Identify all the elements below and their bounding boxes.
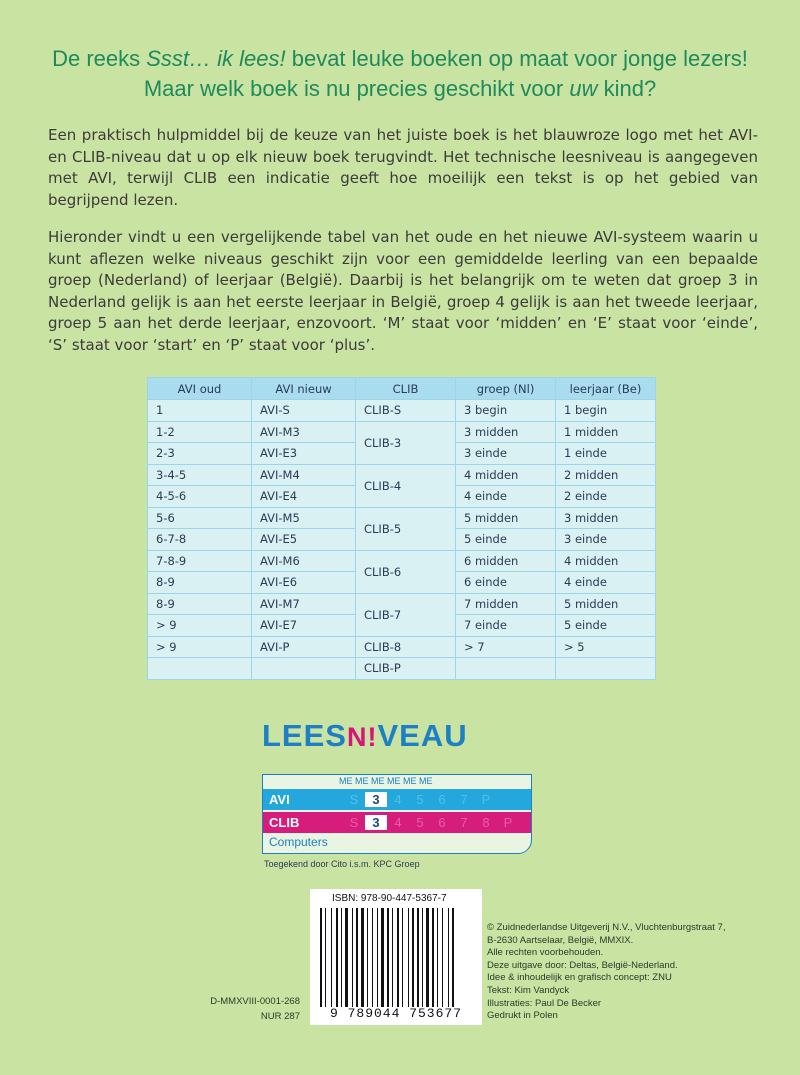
cell-avi-oud: 2-3	[148, 443, 252, 465]
barcode-stripe	[452, 908, 454, 1007]
avi-cell: P	[481, 792, 491, 807]
barcode-stripe	[325, 908, 326, 1007]
clib-cell: 6	[438, 815, 446, 830]
clib-level-bar	[263, 812, 531, 833]
cell-avi-nieuw: AVI-E6	[252, 572, 356, 594]
colofon-line: © Zuidnederlandse Uitgeverij N.V., Vluchtenburgstraat 7,	[487, 922, 726, 933]
table-row	[148, 658, 656, 680]
colofon-line: B-2630 Aartselaar, België, MMXIX.	[487, 934, 634, 946]
cell-leerjaar: 1 begin	[556, 400, 656, 422]
table-explanation-paragraph: Hieronder vindt u een vergelijkende tabel van het oude en het nieuwe AVI-systeem waarin u kunt aflezen welke niveaus geschikt zijn voor een gemiddelde leerling van een bepaalde groep (Nederland) of leerjaar (België). Daarbij is het belangrijk om te weten dat groep 3 in Nederland gelijk is aan het eerste leerjaar in België, groep 4 gelijk is aan het tweede leerjaar, groep 5 aan het derde leerjaar, enzovoort. ‘M’ staat voor ‘midden’ en ‘E’ staat voor ‘einde’, ‘S’ staat voor ‘start’ en ‘P’ staat voor ‘plus’.	[48, 228, 758, 354]
cell-avi-nieuw: AVI-E3	[252, 443, 356, 465]
cell-groep: > 7	[456, 636, 556, 658]
cell-leerjaar: 3 midden	[556, 507, 656, 529]
barcode-stripe	[359, 908, 360, 1007]
barcode-stripe	[424, 908, 425, 1007]
avi-cell: 4	[394, 792, 402, 807]
avi-level-bar	[263, 789, 531, 810]
colofon-line: Gedrukt in Polen	[487, 1010, 558, 1022]
cell-avi-nieuw: AVI-S	[252, 400, 356, 422]
cell-groep: 3 midden	[456, 421, 556, 443]
cell-groep: 5 einde	[456, 529, 556, 551]
cell-leerjaar: 4 midden	[556, 550, 656, 572]
cell-avi-nieuw: AVI-E5	[252, 529, 356, 551]
cell-groep: 3 begin	[456, 400, 556, 422]
barcode-stripe	[345, 908, 348, 1007]
leesniveau-logo-box	[262, 774, 532, 854]
cell-clib: CLIB-7	[356, 593, 456, 636]
barcode-stripe	[410, 908, 411, 1007]
barcode-stripe	[323, 908, 324, 1007]
barcode-stripe	[365, 908, 366, 1007]
cell-avi-oud: 6-7-8	[148, 529, 252, 551]
cell-avi-nieuw: AVI-E4	[252, 486, 356, 508]
barcode-stripe	[336, 908, 338, 1007]
barcode-stripe	[343, 908, 344, 1007]
table-row	[148, 593, 656, 615]
avi-label: AVI	[269, 792, 290, 807]
colofon-line: Idee & inhoudelijk en grafisch concept: ZNU	[487, 972, 672, 984]
cell-groep: 6 einde	[456, 572, 556, 594]
cell-avi-oud: 8-9	[148, 572, 252, 594]
header-groep: groep (Nl)	[456, 378, 556, 400]
barcode-stripe	[448, 908, 449, 1007]
clib-cell: 7	[460, 815, 468, 830]
barcode-stripe	[320, 908, 322, 1007]
cell-avi-oud: > 9	[148, 615, 252, 637]
barcode-stripe	[394, 908, 396, 1007]
cell-clib: CLIB-4	[356, 464, 456, 507]
me-row: ME ME ME ME ME ME	[339, 776, 433, 786]
cell-avi-nieuw: AVI-E7	[252, 615, 356, 637]
logo-title-lees: LEES	[262, 718, 347, 753]
cell-leerjaar	[556, 658, 656, 680]
barcode-stripe	[352, 908, 353, 1007]
barcode-stripe	[327, 908, 330, 1007]
barcode-stripe	[417, 908, 419, 1007]
cell-groep: 7 midden	[456, 593, 556, 615]
cell-avi-oud: 1	[148, 400, 252, 422]
intro-paragraph: Een praktisch hulpmiddel bij de keuze van het juiste boek is het blauwroze logo met het AVI- en CLIB-niveau dat u op elk nieuw boek terugvindt. Het technische leesniveau is aangegeven met AVI, terwijl CLIB een indicatie geeft hoe moeilijk een tekst is op het gebied van begrijpend lezen.	[48, 126, 758, 209]
barcode-stripe	[444, 908, 447, 1007]
table-row	[148, 507, 656, 529]
headline	[40, 44, 760, 104]
colofon-line: Deze uitgave door: Deltas, België-Nederland.	[487, 959, 678, 971]
logo-title-veau: VEAU	[377, 718, 468, 753]
cell-avi-oud: 3-4-5	[148, 464, 252, 486]
computers-label: Computers	[269, 835, 328, 849]
barcode-stripe	[415, 908, 416, 1007]
table-row	[148, 636, 656, 658]
barcode-stripe	[432, 908, 434, 1007]
cell-avi-oud: > 9	[148, 636, 252, 658]
barcode-stripe	[377, 908, 378, 1007]
barcode-stripe	[450, 908, 451, 1007]
barcode-stripe	[331, 908, 332, 1007]
cell-groep: 4 einde	[456, 486, 556, 508]
cell-avi-nieuw: AVI-M5	[252, 507, 356, 529]
cell-leerjaar: 2 midden	[556, 464, 656, 486]
colofon-line: Tekst: Kim Vandyck	[487, 984, 570, 996]
cell-groep: 3 einde	[456, 443, 556, 465]
cell-groep: 6 midden	[456, 550, 556, 572]
barcode-stripe	[420, 908, 421, 1007]
table-header-row	[148, 378, 656, 400]
avi-cell-selected: 3	[365, 792, 387, 807]
isbn-text: ISBN: 978-90-447-5367-7	[332, 893, 447, 904]
barcode-stripe	[435, 908, 436, 1007]
colofon-line: Alle rechten voorbehouden.	[487, 947, 604, 959]
barcode-stripe	[339, 908, 340, 1007]
d-code: D-MMXVIII-0001-268	[210, 996, 300, 1007]
cell-clib: CLIB-8	[356, 636, 456, 658]
cell-clib: CLIB-P	[356, 658, 456, 680]
barcode-stripe	[442, 908, 443, 1007]
cell-leerjaar: 1 einde	[556, 443, 656, 465]
cell-clib: CLIB-6	[356, 550, 456, 593]
barcode-stripe	[390, 908, 391, 1007]
cell-avi-oud: 7-8-9	[148, 550, 252, 572]
barcode-stripe	[381, 908, 384, 1007]
cell-leerjaar: 4 einde	[556, 572, 656, 594]
barcode-stripe	[392, 908, 393, 1007]
table-row	[148, 550, 656, 572]
avi-cell: 6	[438, 792, 446, 807]
cell-groep	[456, 658, 556, 680]
clib-cell: 5	[416, 815, 424, 830]
cell-avi-nieuw: AVI-M7	[252, 593, 356, 615]
barcode-stripe	[397, 908, 399, 1007]
barcode-stripe	[372, 908, 373, 1007]
table-row	[148, 421, 656, 443]
cell-leerjaar: 3 einde	[556, 529, 656, 551]
nur-code: NUR 287	[260, 1011, 300, 1022]
clib-label: CLIB	[269, 815, 300, 830]
avi-cell: 5	[416, 792, 424, 807]
cell-groep: 7 einde	[456, 615, 556, 637]
barcode-stripe	[374, 908, 376, 1007]
table-row	[148, 400, 656, 422]
avi-cell: 7	[460, 792, 468, 807]
barcode-stripe	[426, 908, 429, 1007]
awarded-by-text: Toegekend door Cito i.s.m. KPC Groep	[264, 859, 420, 869]
cell-avi-oud: 4-5-6	[148, 486, 252, 508]
clib-cell: 8	[482, 815, 490, 830]
barcode-stripe	[437, 908, 438, 1007]
leesniveau-logo-title	[262, 718, 468, 754]
header-clib: CLIB	[356, 378, 456, 400]
barcode-stripe	[367, 908, 368, 1007]
cell-avi-nieuw: AVI-M4	[252, 464, 356, 486]
cell-leerjaar: 2 einde	[556, 486, 656, 508]
colofon	[487, 922, 787, 1023]
logo-title-n: N	[346, 722, 368, 752]
barcode-stripe	[379, 908, 380, 1007]
barcode-stripe	[333, 908, 335, 1007]
header-avi-oud: AVI oud	[148, 378, 252, 400]
cell-clib: CLIB-3	[356, 421, 456, 464]
clib-cell: P	[503, 815, 513, 830]
barcode-stripe	[385, 908, 386, 1007]
cell-leerjaar: 1 midden	[556, 421, 656, 443]
barcode-stripe	[400, 908, 401, 1007]
avi-cell: S	[349, 792, 359, 807]
barcode-stripe	[404, 908, 407, 1007]
print-codes	[200, 994, 300, 1024]
cell-groep: 5 midden	[456, 507, 556, 529]
cell-leerjaar: 5 einde	[556, 615, 656, 637]
clib-cell: 4	[394, 815, 402, 830]
cell-groep: 4 midden	[456, 464, 556, 486]
header-avi-nieuw: AVI nieuw	[252, 378, 356, 400]
barcode-stripe	[354, 908, 355, 1007]
colofon-line: Illustraties: Paul De Becker	[487, 997, 602, 1009]
barcode-stripe	[387, 908, 389, 1007]
headline-line-2: Maar welk boek is nu precies geschikt voor uw kind?	[143, 76, 657, 101]
table-row	[148, 464, 656, 486]
cell-avi-nieuw: AVI-M6	[252, 550, 356, 572]
cell-avi-oud: 5-6	[148, 507, 252, 529]
barcode-number: 9 789044 753677	[329, 1006, 463, 1021]
barcode-stripe	[361, 908, 364, 1007]
cell-avi-nieuw: AVI-P	[252, 636, 356, 658]
header-leerjaar: leerjaar (Be)	[556, 378, 656, 400]
barcode-stripe	[341, 908, 342, 1007]
barcode-stripe	[408, 908, 409, 1007]
cell-avi-nieuw	[252, 658, 356, 680]
cell-leerjaar: > 5	[556, 636, 656, 658]
barcode-stripe	[349, 908, 351, 1007]
barcode-stripe	[422, 908, 423, 1007]
clib-cell: S	[349, 815, 359, 830]
barcode-stripe	[430, 908, 431, 1007]
cell-avi-oud	[148, 658, 252, 680]
clib-cell-selected: 3	[365, 815, 387, 830]
cell-leerjaar: 5 midden	[556, 593, 656, 615]
barcode-stripe	[369, 908, 371, 1007]
barcode-box	[310, 889, 482, 1025]
barcode-icon	[320, 908, 478, 1007]
barcode-stripe	[356, 908, 358, 1007]
headline-line-1: De reeks Ssst… ik lees! bevat leuke boeken op maat voor jonge lezers!	[52, 46, 748, 71]
cell-clib: CLIB-5	[356, 507, 456, 550]
cell-avi-nieuw: AVI-M3	[252, 421, 356, 443]
avi-comparison-table	[147, 377, 656, 680]
barcode-stripe	[455, 908, 456, 1007]
logo-title-exclamation: !	[367, 722, 378, 752]
barcode-stripe	[439, 908, 441, 1007]
barcode-stripe	[412, 908, 414, 1007]
cell-avi-oud: 8-9	[148, 593, 252, 615]
barcode-stripe	[402, 908, 403, 1007]
cell-avi-oud: 1-2	[148, 421, 252, 443]
cell-clib: CLIB-S	[356, 400, 456, 422]
